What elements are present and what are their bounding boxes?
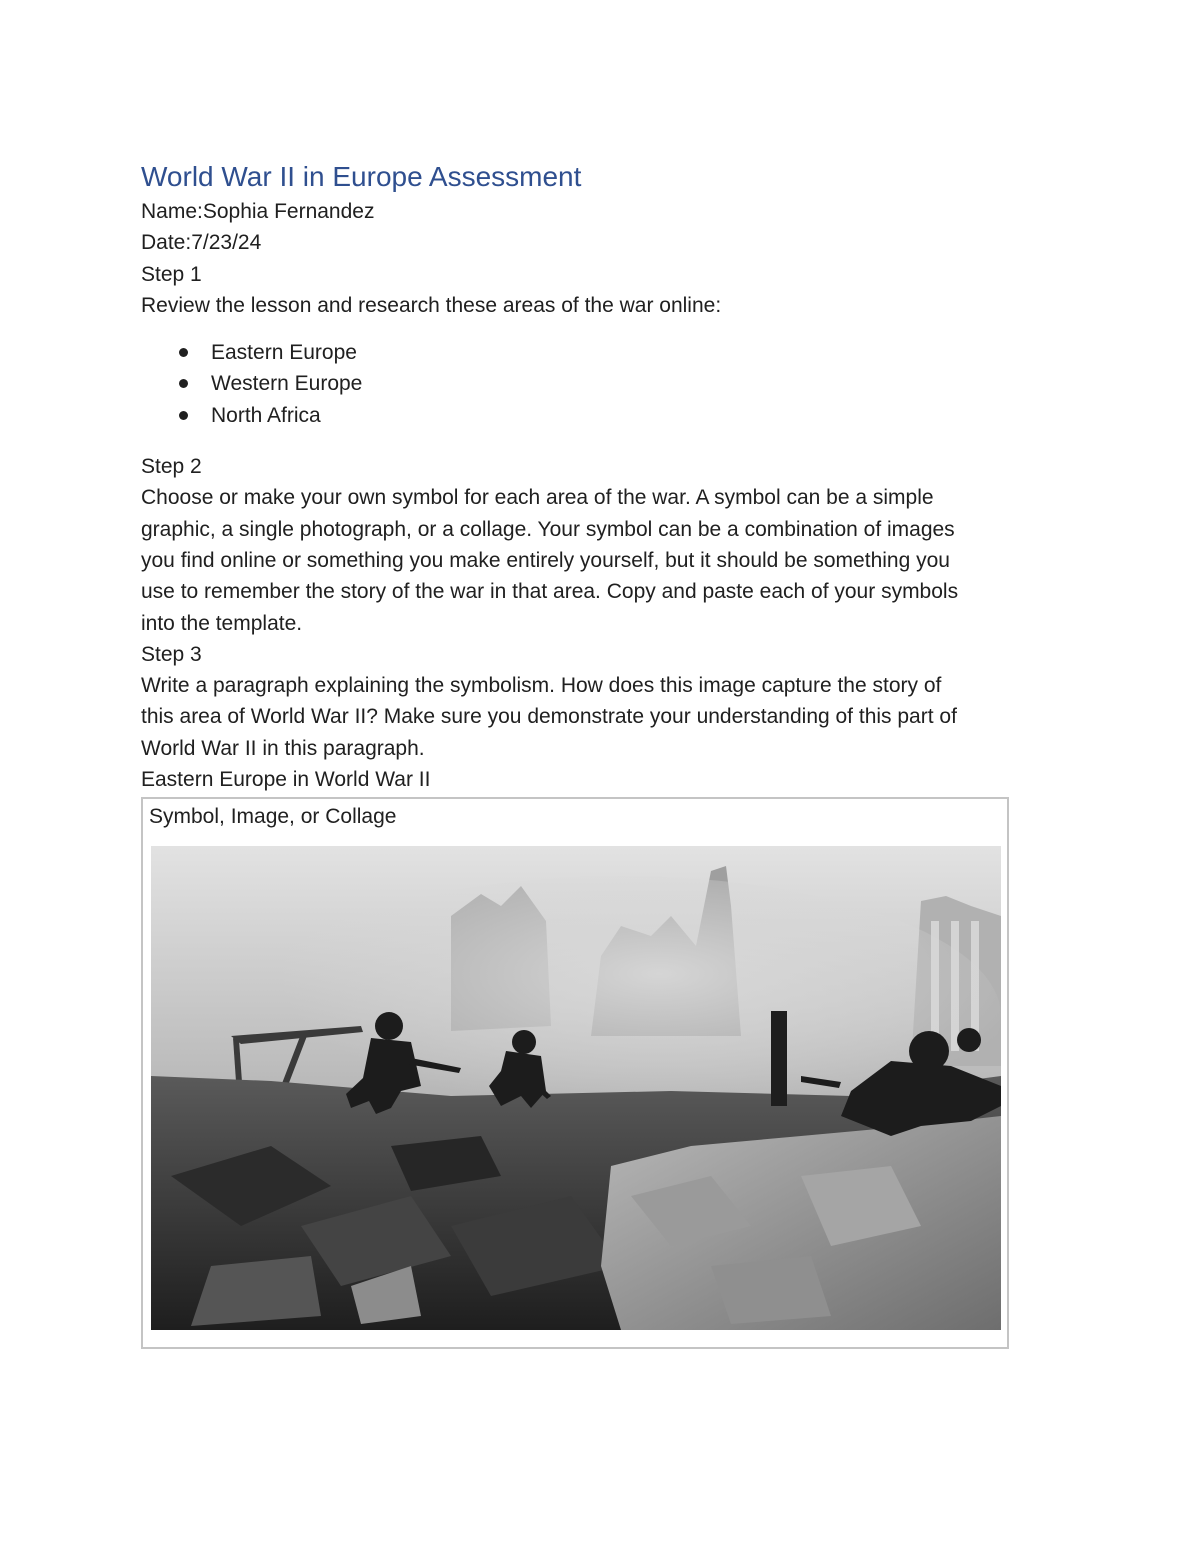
step2-line: Choose or make your own symbol for each area of the war. A symbol can be a simple	[141, 486, 934, 510]
step2-line: into the template.	[141, 611, 303, 635]
date-line: Date:7/23/24	[141, 231, 262, 255]
section-heading: Eastern Europe in World War II	[141, 768, 431, 792]
bullet-icon	[179, 379, 188, 388]
step2-line: use to remember the story of the war in that area. Copy and paste each of your symbols	[141, 580, 959, 604]
symbol-box-label: Symbol, Image, or Collage	[149, 805, 397, 829]
step2-heading: Step 2	[141, 455, 202, 479]
step2-line: you find online or something you make entirely yourself, but it should be something you	[141, 548, 950, 572]
step3-line: Write a paragraph explaining the symbolism. How does this image capture the story of	[141, 674, 942, 698]
area-label: Eastern Europe	[211, 341, 357, 365]
step2-line: graphic, a single photograph, or a collage. Your symbol can be a combination of images	[141, 517, 955, 541]
war-photo	[151, 846, 1001, 1330]
document-page	[141, 158, 1061, 1349]
name-line: Name:Sophia Fernandez	[141, 200, 375, 223]
war-photo-image	[151, 846, 1001, 1330]
list-item	[141, 368, 1061, 399]
step3-heading: Step 3	[141, 642, 202, 666]
areas-list	[141, 337, 1061, 431]
step1-heading: Step 1	[141, 262, 202, 286]
document-title: World War II in Europe Assessment	[141, 161, 582, 192]
area-label: North Africa	[211, 403, 321, 427]
bullet-icon	[179, 411, 188, 420]
area-label: Western Europe	[211, 372, 363, 396]
step1-text: Review the lesson and research these areas of the war online:	[141, 293, 722, 317]
bullet-icon	[179, 348, 188, 357]
step3-line: this area of World War II? Make sure you demonstrate your understanding of this part of	[141, 705, 957, 729]
list-item	[141, 400, 1061, 431]
list-item	[141, 337, 1061, 368]
step3-line: World War II in this paragraph.	[141, 736, 425, 760]
symbol-box	[141, 797, 1009, 1349]
